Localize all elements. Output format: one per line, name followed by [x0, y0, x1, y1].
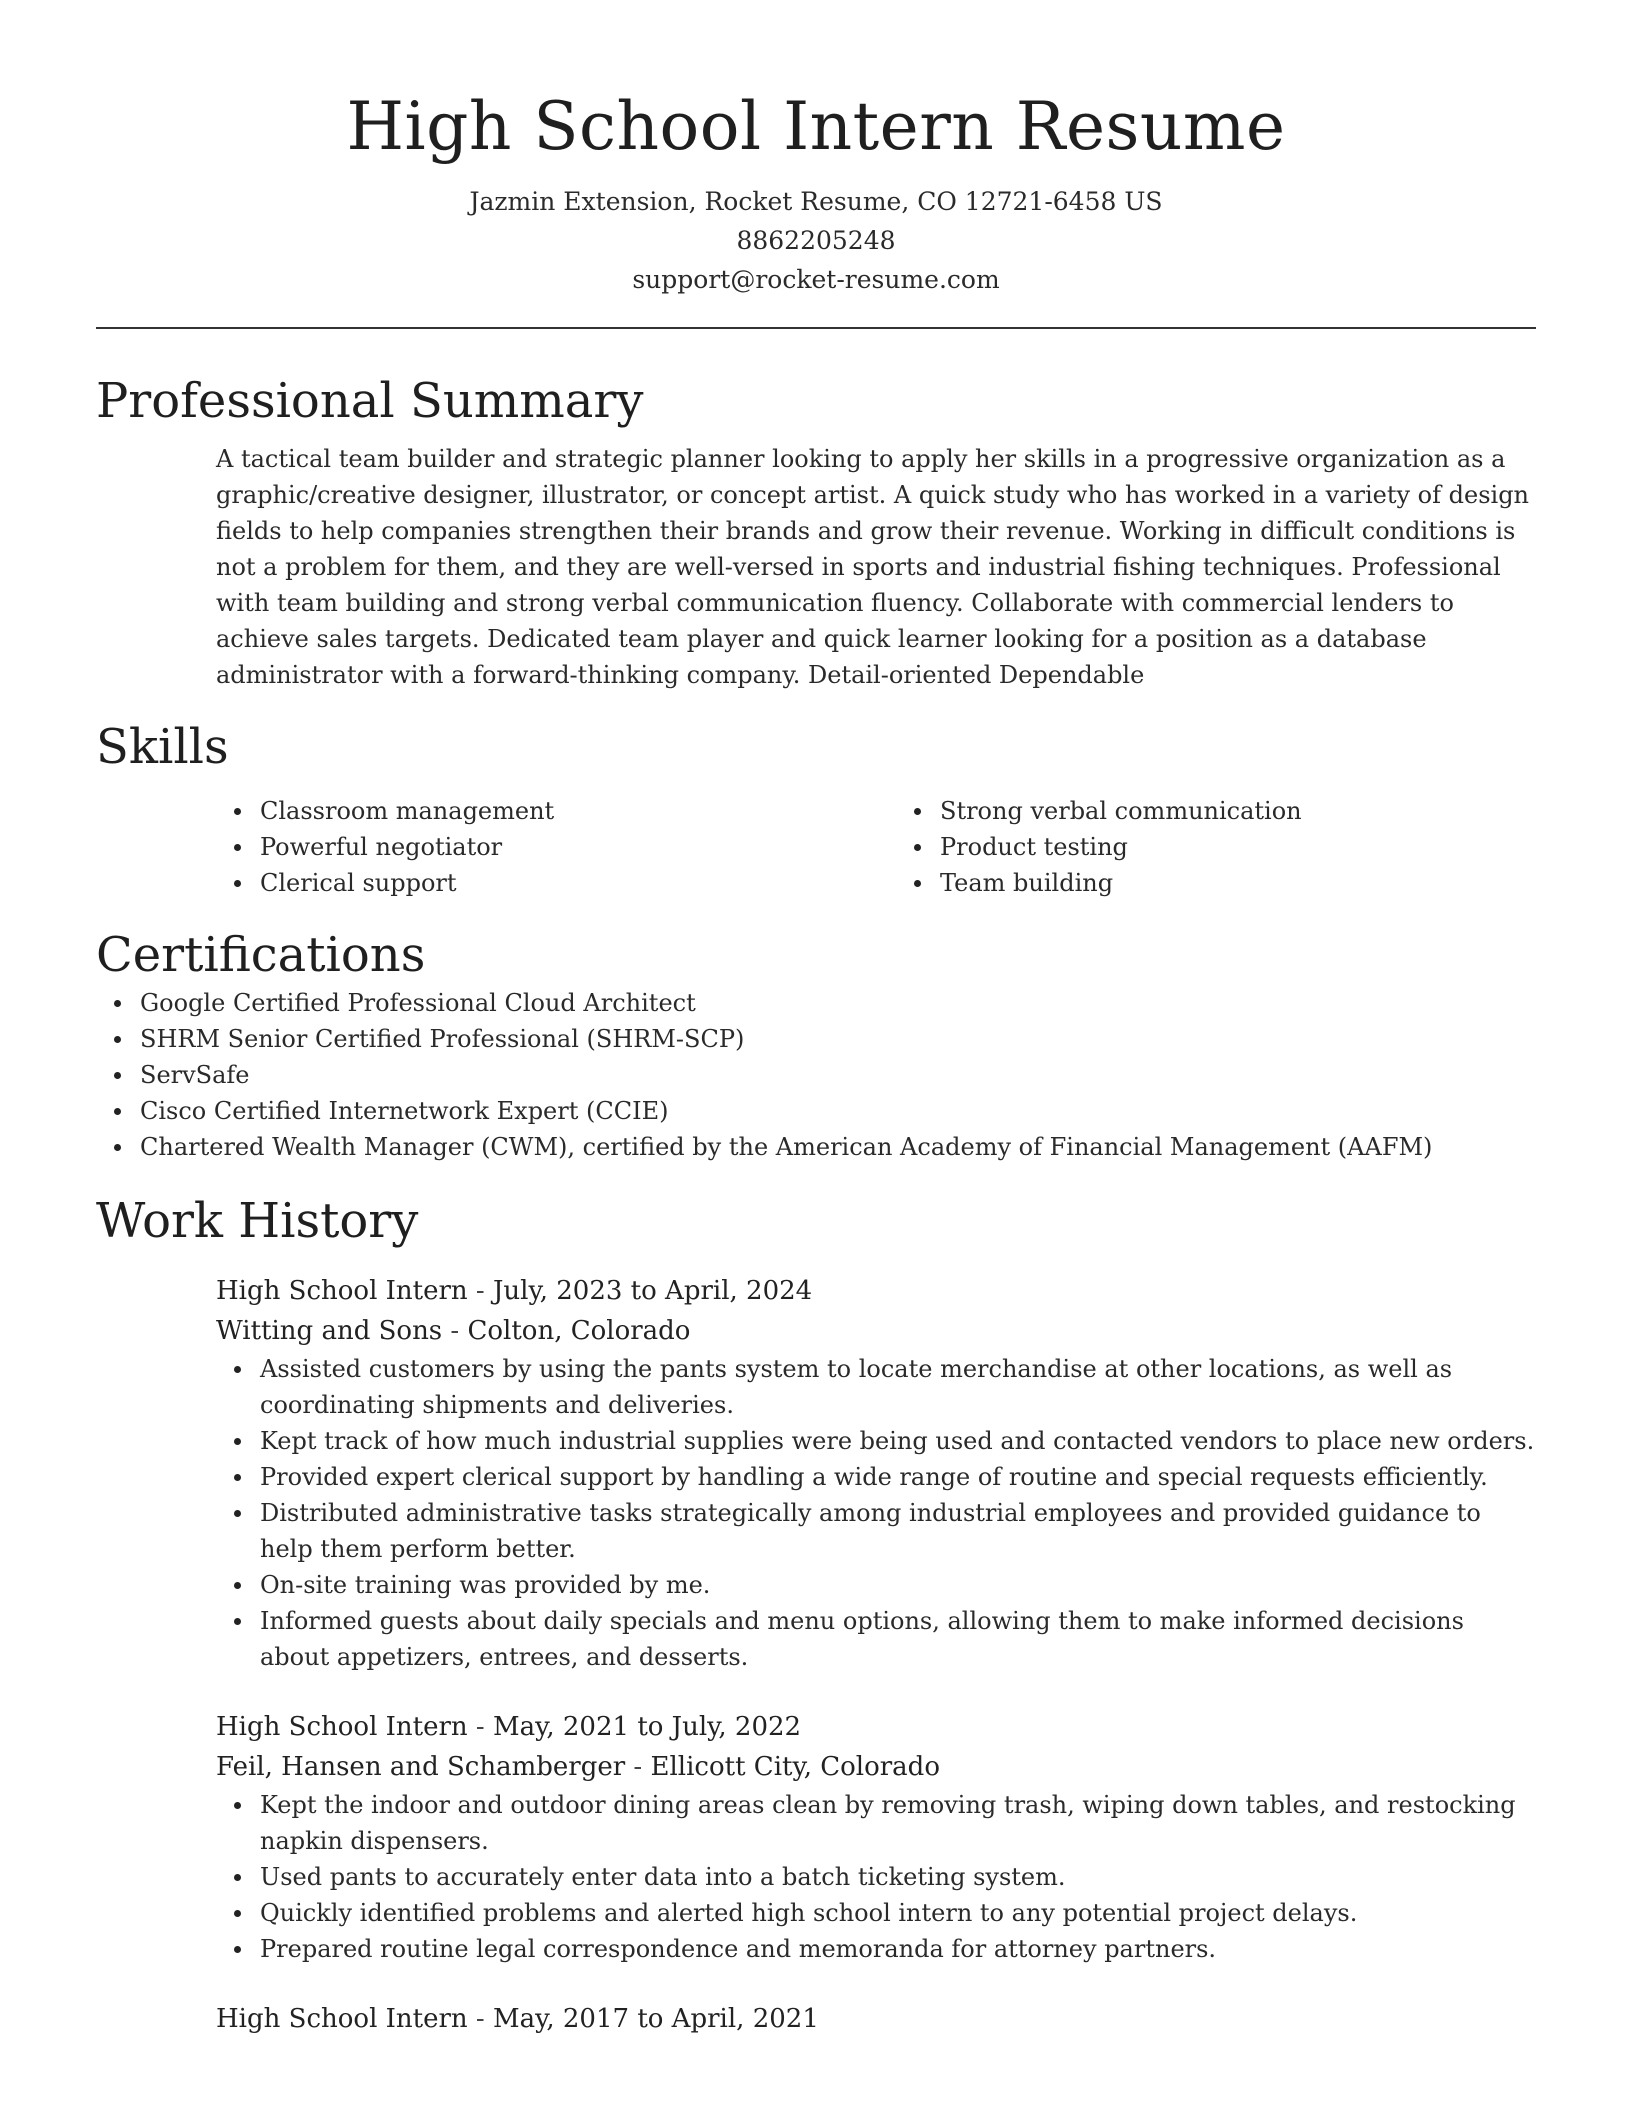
job-bullets	[216, 1787, 1536, 1967]
job-bullet: Prepared routine legal correspondence and memoranda for attorney partners.	[260, 1931, 1536, 1967]
skills-section	[96, 717, 1536, 901]
contact-block	[96, 182, 1536, 299]
job-title-line: High School Intern - May, 2021 to July, 2022	[216, 1712, 802, 1742]
job-bullet: Kept the indoor and outdoor dining areas clean by removing trash, wiping down tables, and restocking napkin dispensers.	[260, 1787, 1536, 1859]
job-dates: July, 2023 to April, 2024	[493, 1276, 813, 1306]
job-entry	[216, 1271, 1536, 1675]
summary-section	[96, 371, 1536, 693]
job-bullet: Assisted customers by using the pants system to locate merchandise at other locations, as well as coordinating shipments and deliveries.	[260, 1351, 1536, 1423]
certification-item: ServSafe	[140, 1057, 1536, 1093]
work-history-heading: Work History	[96, 1193, 419, 1249]
skills-list-right	[896, 793, 1536, 901]
job-entry	[216, 1999, 1536, 2039]
summary-text: A tactical team builder and strategic planner looking to apply her skills in a progressive organization as a graphic/creative designer, illustrator, or concept artist. A quick study who has worked in a variety of design fields to help companies strengthen their brands and grow their revenue. Working in difficult conditions is not a problem for them, and they are well-versed in sports and industrial fishing techniques. Professional with team building and strong verbal communication fluency. Collaborate with commercial lenders to achieve sales targets. Dedicated team player and quick learner looking for a position as a database administrator with a forward-thinking company. Detail-oriented Dependable	[216, 445, 1530, 689]
skill-item: Classroom management	[260, 793, 856, 829]
certification-item: Cisco Certified Internetwork Expert (CCIE)	[140, 1093, 1536, 1129]
certifications-section	[96, 925, 1536, 1165]
contact-phone: 8862205248	[736, 226, 896, 255]
contact-email: support@rocket-resume.com	[632, 265, 1000, 294]
skill-item: Clerical support	[260, 865, 856, 901]
skill-item: Strong verbal communication	[940, 793, 1536, 829]
contact-address: Jazmin Extension, Rocket Resume, CO 12721-6458 US	[469, 187, 1163, 216]
job-location: Ellicott City, Colorado	[650, 1752, 940, 1782]
work-history-section	[96, 1191, 1536, 2039]
skill-item: Team building	[940, 865, 1536, 901]
certifications-heading: Certifications	[96, 927, 426, 983]
job-dates: May, 2017 to April, 2021	[493, 2004, 819, 2034]
job-bullet: Quickly identified problems and alerted high school intern to any potential project delays.	[260, 1895, 1536, 1931]
skills-grid	[216, 793, 1536, 901]
summary-heading: Professional Summary	[96, 373, 644, 429]
job-bullet: Informed guests about daily specials and menu options, allowing them to make informed decisions about appetizers, entrees, and desserts.	[260, 1603, 1536, 1675]
job-company-line: Witting and Sons - Colton, Colorado	[216, 1316, 691, 1346]
job-company: Feil, Hansen and Schamberger	[216, 1752, 626, 1782]
certification-item: Chartered Wealth Manager (CWM), certified by the American Academy of Financial Management (AAFM)	[140, 1129, 1536, 1165]
job-dates: May, 2021 to July, 2022	[493, 1712, 802, 1742]
job-title: High School Intern	[216, 1276, 468, 1306]
resume-title: High School Intern Resume	[346, 88, 1286, 165]
job-company-line: Feil, Hansen and Schamberger - Ellicott City, Colorado	[216, 1752, 940, 1782]
job-bullets	[216, 1351, 1536, 1675]
job-bullet: Used pants to accurately enter data into a batch ticketing system.	[260, 1859, 1536, 1895]
skills-list-left	[216, 793, 856, 901]
job-title-line: High School Intern - May, 2017 to April, 2021	[216, 2004, 819, 2034]
job-bullet: Provided expert clerical support by handling a wide range of routine and special requests efficiently.	[260, 1459, 1536, 1495]
certifications-list	[96, 985, 1536, 1165]
job-location: Colton, Colorado	[467, 1316, 691, 1346]
job-bullet: On-site training was provided by me.	[260, 1567, 1536, 1603]
job-title: High School Intern	[216, 1712, 468, 1742]
job-company: Witting and Sons	[216, 1316, 443, 1346]
job-title-line: High School Intern - July, 2023 to April, 2024	[216, 1276, 813, 1306]
job-bullet: Distributed administrative tasks strategically among industrial employees and provided guidance to help them perform better.	[260, 1495, 1536, 1567]
job-title: High School Intern	[216, 2004, 468, 2034]
skill-item: Product testing	[940, 829, 1536, 865]
header-divider	[96, 327, 1536, 329]
skill-item: Powerful negotiator	[260, 829, 856, 865]
job-entry	[216, 1707, 1536, 1967]
certification-item: SHRM Senior Certified Professional (SHRM-SCP)	[140, 1021, 1536, 1057]
job-bullet: Kept track of how much industrial supplies were being used and contacted vendors to place new orders.	[260, 1423, 1536, 1459]
skills-heading: Skills	[96, 719, 229, 775]
certification-item: Google Certified Professional Cloud Architect	[140, 985, 1536, 1021]
